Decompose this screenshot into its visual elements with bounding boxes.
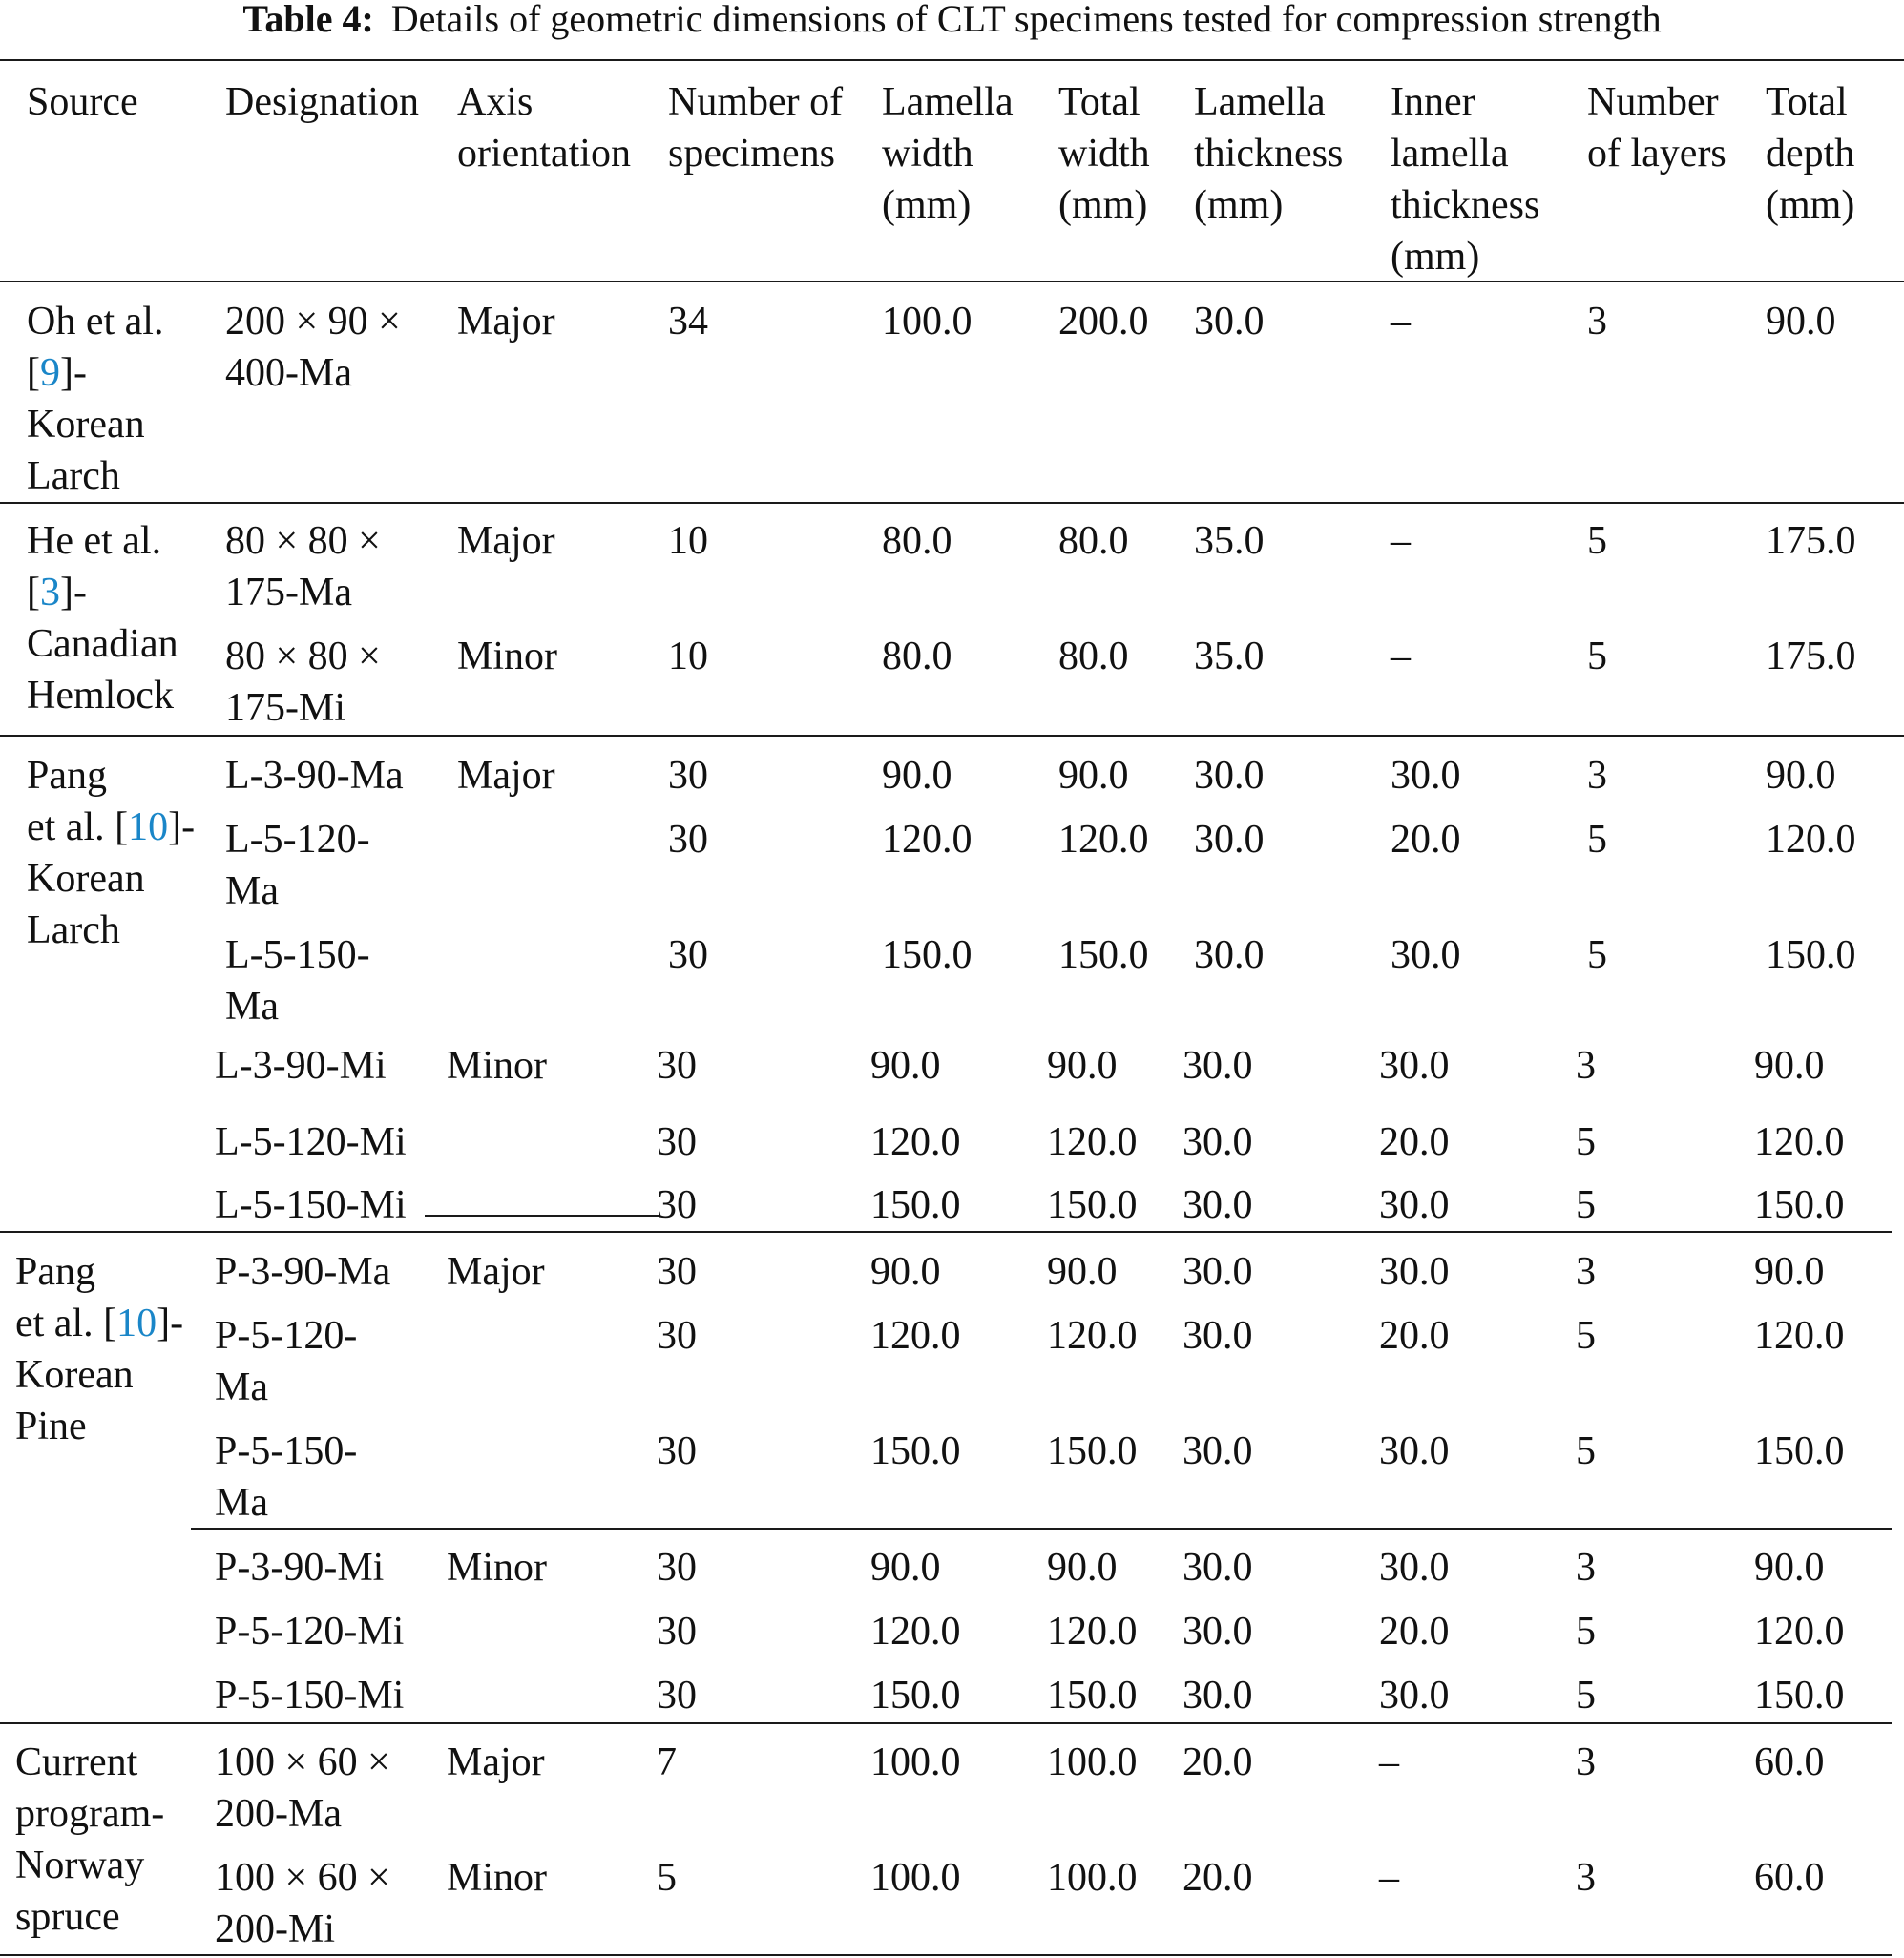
inner-lamella-thickness-cell: 30.0 [1379, 1674, 1450, 1718]
lamella-width-cell: 150.0 [870, 1183, 961, 1227]
total-width-cell: 90.0 [1047, 1044, 1118, 1088]
citation-suffix: ]- [157, 1302, 184, 1345]
axis-cell: Minor [457, 635, 557, 678]
header-inner-lamella-thickness: thickness [1391, 183, 1540, 227]
header-inner-lamella-thickness: Inner [1391, 80, 1475, 124]
header-source: Source [27, 80, 138, 124]
layers-cell: 5 [1576, 1314, 1596, 1358]
designation-cell: Ma [215, 1481, 268, 1525]
total-depth-cell: 90.0 [1766, 754, 1836, 798]
total-width-cell: 120.0 [1047, 1610, 1138, 1654]
header-total-width: (mm) [1058, 183, 1148, 227]
designation-cell: L-5-120- [225, 818, 370, 862]
specimens-cell: 10 [668, 635, 708, 678]
header-designation: Designation [225, 80, 419, 124]
designation-cell: 200-Mi [215, 1907, 335, 1951]
designation-cell: 200-Ma [215, 1792, 342, 1836]
lamella-width-cell: 90.0 [870, 1250, 941, 1294]
rule-top [0, 59, 1904, 61]
layers-cell: 5 [1576, 1183, 1596, 1227]
specimens-cell: 5 [657, 1856, 677, 1900]
source-line: Larch [27, 908, 120, 952]
header-axis: orientation [457, 132, 631, 176]
rule-pine-inner [191, 1528, 1892, 1530]
axis-cell: Major [457, 754, 555, 798]
lamella-width-cell: 150.0 [870, 1674, 961, 1718]
lamella-thickness-cell: 30.0 [1182, 1183, 1253, 1227]
total-depth-cell: 150.0 [1766, 933, 1856, 977]
table-caption [0, 0, 1904, 50]
source-citation [27, 802, 195, 853]
total-depth-cell: 60.0 [1754, 1856, 1825, 1900]
layers-cell: 5 [1576, 1610, 1596, 1654]
total-width-cell: 90.0 [1047, 1546, 1118, 1590]
source-line: Canadian [27, 622, 178, 666]
specimens-cell: 30 [657, 1314, 697, 1358]
source-line: Norway [15, 1843, 145, 1887]
lamella-thickness-cell: 30.0 [1194, 754, 1265, 798]
designation-cell: 175-Mi [225, 686, 345, 730]
total-width-cell: 120.0 [1058, 818, 1149, 862]
axis-cell: Major [447, 1250, 545, 1294]
header-total-width: Total [1058, 80, 1140, 124]
designation-cell: P-3-90-Mi [215, 1546, 385, 1590]
layers-cell: 3 [1576, 1740, 1596, 1784]
designation-cell: Ma [215, 1365, 268, 1409]
layers-cell: 3 [1576, 1546, 1596, 1590]
designation-cell: P-5-120- [215, 1314, 358, 1358]
lamella-width-cell: 80.0 [882, 519, 952, 563]
total-width-cell: 200.0 [1058, 300, 1149, 344]
inner-lamella-thickness-cell: 30.0 [1379, 1429, 1450, 1473]
lamella-thickness-cell: 30.0 [1182, 1044, 1253, 1088]
total-depth-cell: 90.0 [1754, 1044, 1825, 1088]
total-width-cell: 120.0 [1047, 1314, 1138, 1358]
lamella-thickness-cell: 30.0 [1194, 933, 1265, 977]
specimens-cell: 30 [657, 1044, 697, 1088]
designation-cell: 80 × 80 × [225, 519, 381, 563]
total-width-cell: 80.0 [1058, 519, 1129, 563]
layers-cell: 3 [1576, 1044, 1596, 1088]
citation-prefix: et al. [ [15, 1302, 117, 1345]
axis-cell: Minor [447, 1546, 547, 1590]
inner-lamella-thickness-cell: 30.0 [1391, 754, 1461, 798]
header-lamella-width: width [882, 132, 973, 176]
inner-lamella-thickness-cell: 20.0 [1379, 1314, 1450, 1358]
specimens-cell: 30 [657, 1429, 697, 1473]
source-name: Pang [15, 1250, 95, 1294]
total-width-cell: 90.0 [1058, 754, 1129, 798]
rule-group-2 [0, 735, 1904, 737]
lamella-width-cell: 120.0 [870, 1314, 961, 1358]
lamella-width-cell: 120.0 [882, 818, 973, 862]
source-citation: [9]- [27, 351, 87, 395]
specimens-cell: 7 [657, 1740, 677, 1784]
source-line: Korean [27, 403, 145, 447]
total-width-cell: 100.0 [1047, 1856, 1138, 1900]
inner-lamella-thickness-cell: 20.0 [1379, 1610, 1450, 1654]
total-width-cell: 90.0 [1047, 1250, 1118, 1294]
header-num-layers: of layers [1587, 132, 1726, 176]
source-citation: [3]- [27, 571, 87, 614]
header-total-depth: Total [1766, 80, 1848, 124]
total-depth-cell: 175.0 [1766, 519, 1856, 563]
axis-cell: Major [457, 519, 555, 563]
header-lamella-width: Lamella [882, 80, 1014, 124]
layers-cell: 3 [1587, 300, 1607, 344]
lamella-width-cell: 90.0 [870, 1546, 941, 1590]
total-width-cell: 150.0 [1047, 1183, 1138, 1227]
layers-cell: 5 [1587, 933, 1607, 977]
specimens-cell: 30 [657, 1183, 697, 1227]
lamella-width-cell: 150.0 [870, 1429, 961, 1473]
total-width-cell: 150.0 [1058, 933, 1149, 977]
lamella-width-cell: 90.0 [882, 754, 952, 798]
reference-link[interactable]: 10 [128, 805, 169, 849]
total-depth-cell: 120.0 [1754, 1314, 1845, 1358]
lamella-width-cell: 80.0 [882, 635, 952, 678]
rule-group-3 [0, 1231, 1892, 1233]
specimens-cell: 30 [668, 933, 708, 977]
citation-suffix: ]- [60, 571, 87, 614]
lamella-thickness-cell: 35.0 [1194, 519, 1265, 563]
lamella-width-cell: 100.0 [870, 1740, 961, 1784]
designation-cell: L-5-150-Mi [215, 1183, 407, 1227]
source-line: Larch [27, 454, 120, 498]
inner-lamella-thickness-cell: 30.0 [1379, 1546, 1450, 1590]
total-depth-cell: 120.0 [1754, 1120, 1845, 1164]
lamella-width-cell: 90.0 [870, 1044, 941, 1088]
lamella-thickness-cell: 30.0 [1182, 1546, 1253, 1590]
lamella-thickness-cell: 30.0 [1182, 1120, 1253, 1164]
specimens-cell: 10 [668, 519, 708, 563]
designation-cell: L-3-90-Ma [225, 754, 404, 798]
header-lamella-thickness: thickness [1194, 132, 1344, 176]
designation-cell: 100 × 60 × [215, 1856, 390, 1900]
source-line: spruce [15, 1895, 120, 1939]
header-inner-lamella-thickness: (mm) [1391, 235, 1480, 279]
axis-cell: Minor [447, 1856, 547, 1900]
designation-cell: 175-Ma [225, 571, 352, 614]
axis-cell: Minor [447, 1044, 547, 1088]
total-depth-cell: 150.0 [1754, 1674, 1845, 1718]
inner-lamella-thickness-cell: – [1391, 635, 1411, 678]
lamella-width-cell: 120.0 [870, 1120, 961, 1164]
total-width-cell: 150.0 [1047, 1429, 1138, 1473]
inner-lamella-thickness-cell: – [1379, 1856, 1399, 1900]
specimens-cell: 30 [668, 818, 708, 862]
lamella-width-cell: 120.0 [870, 1610, 961, 1654]
inner-lamella-thickness-cell: 30.0 [1379, 1250, 1450, 1294]
rule-header-bottom [0, 281, 1904, 282]
layers-cell: 3 [1587, 754, 1607, 798]
lamella-width-cell: 150.0 [882, 933, 973, 977]
source-line: Hemlock [27, 674, 174, 718]
total-depth-cell: 120.0 [1754, 1610, 1845, 1654]
source-name: Pang [27, 754, 107, 798]
axis-cell: Major [447, 1740, 545, 1784]
inner-lamella-thickness-cell: 30.0 [1391, 933, 1461, 977]
designation-cell: P-5-150- [215, 1429, 358, 1473]
designation-cell: 200 × 90 × [225, 300, 401, 344]
lamella-thickness-cell: 30.0 [1182, 1250, 1253, 1294]
designation-cell: 80 × 80 × [225, 635, 381, 678]
designation-cell: L-5-150- [225, 933, 370, 977]
citation-suffix: ]- [60, 351, 87, 395]
total-depth-cell: 90.0 [1754, 1250, 1825, 1294]
lamella-thickness-cell: 20.0 [1182, 1856, 1253, 1900]
designation-cell: Ma [225, 985, 279, 1029]
source-line: program- [15, 1792, 165, 1836]
layers-cell: 5 [1587, 635, 1607, 678]
total-depth-cell: 175.0 [1766, 635, 1856, 678]
layers-cell: 5 [1576, 1429, 1596, 1473]
inner-lamella-thickness-cell: – [1391, 519, 1411, 563]
lamella-thickness-cell: 30.0 [1182, 1314, 1253, 1358]
reference-link[interactable]: 10 [116, 1302, 157, 1345]
layers-cell: 5 [1587, 519, 1607, 563]
inner-lamella-thickness-cell: 30.0 [1379, 1183, 1450, 1227]
total-depth-cell: 90.0 [1766, 300, 1836, 344]
designation-cell: P-5-150-Mi [215, 1674, 405, 1718]
lamella-thickness-cell: 30.0 [1182, 1429, 1253, 1473]
source-line: Current [15, 1740, 138, 1784]
inner-lamella-thickness-cell: – [1391, 300, 1411, 344]
header-lamella-width: (mm) [882, 183, 972, 227]
header-lamella-thickness: (mm) [1194, 183, 1284, 227]
specimens-cell: 30 [668, 754, 708, 798]
designation-cell: L-3-90-Mi [215, 1044, 387, 1088]
lamella-thickness-cell: 35.0 [1194, 635, 1265, 678]
specimens-cell: 30 [657, 1674, 697, 1718]
source-citation [15, 1298, 183, 1349]
header-total-width: width [1058, 132, 1150, 176]
total-depth-cell: 120.0 [1766, 818, 1856, 862]
layers-cell: 3 [1576, 1250, 1596, 1294]
lamella-thickness-cell: 20.0 [1182, 1740, 1253, 1784]
specimens-cell: 30 [657, 1546, 697, 1590]
designation-cell: Ma [225, 869, 279, 913]
layers-cell: 5 [1576, 1120, 1596, 1164]
source-name: He et al. [27, 519, 162, 563]
source-line: Pine [15, 1405, 87, 1448]
specimens-cell: 34 [668, 300, 708, 344]
specimens-cell: 30 [657, 1250, 697, 1294]
header-total-depth: depth [1766, 132, 1855, 176]
header-num-specimens: Number of [668, 80, 844, 124]
specimens-cell: 30 [657, 1610, 697, 1654]
source-line: Korean [15, 1353, 134, 1397]
reference-link[interactable]: 3 [40, 571, 60, 614]
inner-lamella-thickness-cell: – [1379, 1740, 1399, 1784]
total-depth-cell: 150.0 [1754, 1429, 1845, 1473]
table-caption-label: Table 4: [242, 0, 374, 40]
total-depth-cell: 150.0 [1754, 1183, 1845, 1227]
designation-cell: 100 × 60 × [215, 1740, 390, 1784]
reference-link[interactable]: 9 [40, 351, 60, 395]
source-name: Oh et al. [27, 300, 164, 344]
citation-suffix: ]- [168, 805, 196, 849]
lamella-thickness-cell: 30.0 [1194, 818, 1265, 862]
lamella-width-cell: 100.0 [870, 1856, 961, 1900]
lamella-thickness-cell: 30.0 [1194, 300, 1265, 344]
designation-cell: P-3-90-Ma [215, 1250, 391, 1294]
inner-lamella-thickness-cell: 30.0 [1379, 1044, 1450, 1088]
designation-cell: L-5-120-Mi [215, 1120, 407, 1164]
inner-lamella-thickness-cell: 20.0 [1391, 818, 1461, 862]
total-width-cell: 80.0 [1058, 635, 1129, 678]
layers-cell: 3 [1576, 1856, 1596, 1900]
rule-group-4 [0, 1722, 1892, 1724]
total-depth-cell: 60.0 [1754, 1740, 1825, 1784]
header-axis: Axis [457, 80, 534, 124]
header-lamella-thickness: Lamella [1194, 80, 1326, 124]
total-depth-cell: 90.0 [1754, 1546, 1825, 1590]
lamella-thickness-cell: 30.0 [1182, 1674, 1253, 1718]
specimens-cell: 30 [657, 1120, 697, 1164]
source-line: Korean [27, 857, 145, 901]
lamella-width-cell: 100.0 [882, 300, 973, 344]
header-inner-lamella-thickness: lamella [1391, 132, 1509, 176]
designation-cell: 400-Ma [225, 351, 352, 395]
rule-larch-inner [425, 1215, 659, 1217]
inner-lamella-thickness-cell: 20.0 [1379, 1120, 1450, 1164]
lamella-thickness-cell: 30.0 [1182, 1610, 1253, 1654]
total-width-cell: 100.0 [1047, 1740, 1138, 1784]
layers-cell: 5 [1576, 1674, 1596, 1718]
layers-cell: 5 [1587, 818, 1607, 862]
total-width-cell: 120.0 [1047, 1120, 1138, 1164]
axis-cell: Major [457, 300, 555, 344]
header-total-depth: (mm) [1766, 183, 1855, 227]
rule-group-1 [0, 502, 1904, 504]
header-num-layers: Number [1587, 80, 1719, 124]
total-width-cell: 150.0 [1047, 1674, 1138, 1718]
designation-cell: P-5-120-Mi [215, 1610, 405, 1654]
citation-prefix: et al. [ [27, 805, 129, 849]
header-num-specimens: specimens [668, 132, 835, 176]
table-caption-text: Details of geometric dimensions of CLT specimens tested for compression strength [390, 0, 1662, 40]
